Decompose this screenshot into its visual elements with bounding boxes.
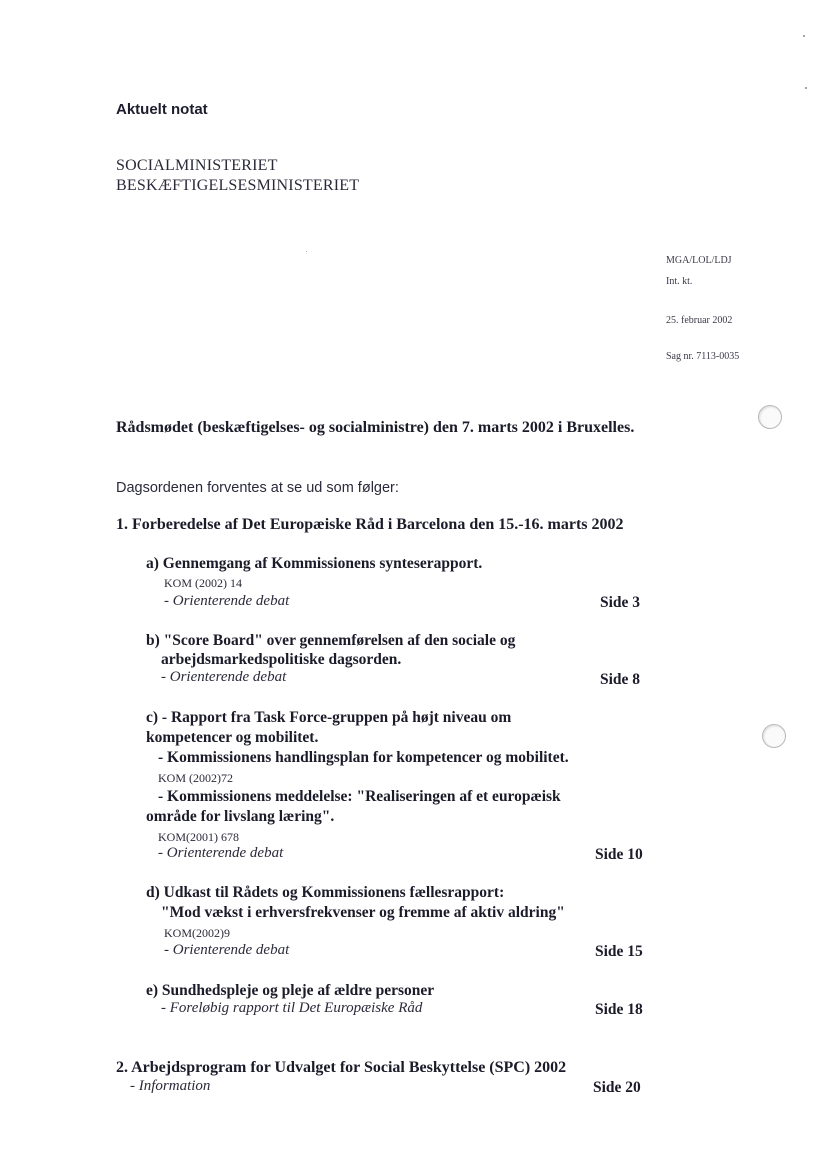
document-label: Aktuelt notat <box>116 101 208 118</box>
agenda-1b-title: b) "Score Board" over gennemførelsen af den sociale og <box>146 632 516 649</box>
agenda-2-type: - Information <box>130 1078 211 1094</box>
agenda-item-1-heading: 1. Forberedelse af Det Europæiske Råd i Barcelona den 15.-16. marts 2002 <box>116 516 624 533</box>
agenda-1d-type: - Orienterende debat <box>164 942 290 958</box>
agenda-1a-type: - Orienterende debat <box>164 593 290 609</box>
agenda-1a-page: Side 3 <box>600 594 641 611</box>
agenda-1d-line-2: "Mod vækst i erhversfrekvenser og fremme af aktiv aldring" <box>161 904 565 921</box>
agenda-1c-kom-1: KOM (2002)72 <box>158 771 233 785</box>
author-initials: MGA/LOL/LDJ <box>666 255 732 266</box>
agenda-1c-line-5: område for livslang læring". <box>146 808 335 825</box>
agenda-1e-type: - Foreløbig rapport til Det Europæiske Råd <box>161 1000 423 1016</box>
ministry-name-employment: BESKÆFTIGELSESMINISTERIET <box>116 177 360 194</box>
agenda-1e-page: Side 18 <box>595 1001 643 1018</box>
agenda-1c-type: - Orienterende debat <box>158 845 284 861</box>
agenda-1c-line-2: kompetencer og mobilitet. <box>146 729 319 746</box>
agenda-1d-line-1: d) Udkast til Rådets og Kommissionens fællesrapport: <box>146 884 505 901</box>
punch-hole-bottom <box>762 724 786 748</box>
agenda-1a-title: a) Gennemgang af Kommissionens synteserapport. <box>146 555 483 572</box>
document-date: 25. februar 2002 <box>666 315 733 326</box>
agenda-1b-type: - Orienterende debat <box>161 669 287 685</box>
agenda-item-2-heading: 2. Arbejdsprogram for Udvalget for Social Beskyttelse (SPC) 2002 <box>116 1059 567 1076</box>
agenda-1b-page: Side 8 <box>600 671 641 688</box>
agenda-1c-line-1: c) - Rapport fra Task Force-gruppen på højt niveau om <box>146 709 512 726</box>
intro-text: Dagsordenen forventes at se ud som følger: <box>116 480 399 496</box>
agenda-1c-line-3: - Kommissionens handlingsplan for kompetencer og mobilitet. <box>158 749 569 766</box>
agenda-1a-kom: KOM (2002) 14 <box>164 576 242 590</box>
punch-hole-top <box>758 405 782 429</box>
agenda-1e-title: e) Sundhedspleje og pleje af ældre personer <box>146 982 435 999</box>
internal-contact: Int. kt. <box>666 276 693 287</box>
ministry-name-social: SOCIALMINISTERIET <box>116 157 278 174</box>
scan-speck <box>805 87 807 89</box>
agenda-2-page: Side 20 <box>593 1079 641 1096</box>
agenda-1c-page: Side 10 <box>595 846 643 863</box>
agenda-1c-kom-2: KOM(2001) 678 <box>158 830 239 844</box>
agenda-1b-title-cont: arbejdsmarkedspolitiske dagsorden. <box>161 651 402 668</box>
case-number: Sag nr. 7113-0035 <box>666 351 740 362</box>
agenda-1d-kom: KOM(2002)9 <box>164 926 230 940</box>
agenda-1c-line-4: - Kommissionens meddelelse: "Realiseringen af et europæisk <box>158 788 561 805</box>
scan-speck <box>306 251 307 252</box>
page-title: Rådsmødet (beskæftigelses- og socialministre) den 7. marts 2002 i Bruxelles. <box>116 419 635 436</box>
scan-speck <box>803 35 805 37</box>
agenda-1d-page: Side 15 <box>595 943 643 960</box>
